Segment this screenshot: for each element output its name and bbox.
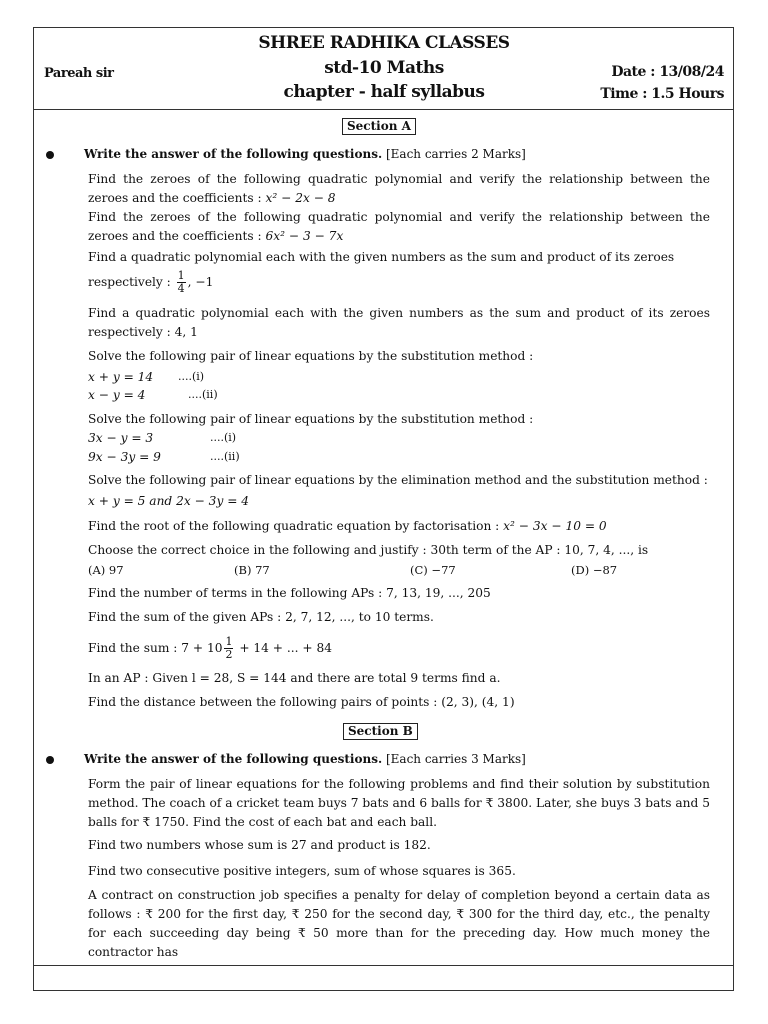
question-a13: In an AP : Given l = 28, S = 144 and there are total 9 terms find a. xyxy=(88,671,501,685)
equation: 9x − 3y = 9 xyxy=(88,450,161,464)
question-b4: A contract on construction job specifies a penalty for delay of completion beyond a certain data as follows : ₹ 200 for the first day, ₹ 250 for the second day, ₹ 300 for the third day, etc., the penalty for each succeeding day being ₹ 50 more than for the preceding day. How much money the contractor has xyxy=(88,888,710,959)
equation: x + y = 5 and 2x − 3y = 4 xyxy=(88,494,250,508)
option-c: (C) −77 xyxy=(410,563,456,577)
question-a7: Solve the following pair of linear equations by the elimination method and the substitution method : xyxy=(88,473,708,487)
chapter-title: chapter - half syllabus xyxy=(283,82,485,102)
footer-divider xyxy=(33,965,734,966)
section-b-instruction: Write the answer of the following questions. [Each carries 3 Marks] xyxy=(84,752,526,766)
standard-subject: std-10 Maths xyxy=(324,58,444,78)
question-a12: Find the sum : 7 + 10 $\frac{1}{2}$ + 14 + ... + 84 xyxy=(88,635,332,661)
question-a3: Find a quadratic polynomial each with the given numbers as the sum and product of its zeroes xyxy=(88,250,675,264)
question-a6: Solve the following pair of linear equations by the substitution method : xyxy=(88,412,534,426)
question-a2: Find the zeroes of the following quadratic polynomial and verify the relationship between the zeroes and the coefficients : 6x² − 3 − 7x xyxy=(88,210,710,243)
fraction: $\frac{1}{2}$ xyxy=(225,635,233,661)
question-a3-answer: respectively : $\frac{1}{4}$ , −1 xyxy=(88,269,214,295)
question-a1: Find the zeroes of the following quadratic polynomial and verify the relationship between the zeroes and the coefficients : x² − 2x − 8 xyxy=(88,172,710,205)
question-a5: Solve the following pair of linear equations by the substitution method : xyxy=(88,349,534,363)
section-a-instruction: Write the answer of the following questions. [Each carries 2 Marks] xyxy=(84,147,526,161)
equation-tag: ....(ii) xyxy=(210,450,240,463)
option-a: (A) 97 xyxy=(88,563,124,577)
question-a14: Find the distance between the following pairs of points : (2, 3), (4, 1) xyxy=(88,695,515,709)
equation-tag: ....(i) xyxy=(210,431,237,444)
option-d: (D) −87 xyxy=(571,563,618,577)
teacher-name: Pareah sir xyxy=(44,66,114,81)
option-b: (B) 77 xyxy=(234,563,270,577)
question-b1: Form the pair of linear equations for the following problems and find their solution by substitution method. The coach of a cricket team buys 7 bats and 6 balls for ₹ 3800. Later, she buys 3 bats and 5 balls for ₹ 1750. Find the cost of each bat and each ball. xyxy=(88,777,710,829)
equation: 3x − y = 3 xyxy=(88,431,154,445)
question-a10: Find the number of terms in the following APs : 7, 13, 19, ..., 205 xyxy=(88,586,491,600)
bullet-icon xyxy=(46,756,54,764)
equation: x + y = 14 xyxy=(88,370,154,384)
question-b3: Find two consecutive positive integers, sum of whose squares is 365. xyxy=(88,864,516,878)
section-b-label: Section B xyxy=(343,723,418,740)
header-divider xyxy=(33,109,734,110)
equation-tag: ....(i) xyxy=(178,370,205,383)
institute-title: SHREE RADHIKA CLASSES xyxy=(258,33,510,53)
section-a-label: Section A xyxy=(342,118,416,135)
question-b2: Find two numbers whose sum is 27 and product is 182. xyxy=(88,838,431,852)
exam-date: Date : 13/08/24 xyxy=(611,64,724,80)
exam-time: Time : 1.5 Hours xyxy=(600,86,724,102)
question-a4: Find a quadratic polynomial each with the given numbers as the sum and product of its zeroes respectively : 4, 1 xyxy=(88,306,710,339)
question-a11: Find the sum of the given APs : 2, 7, 12, ..., to 10 terms. xyxy=(88,610,434,624)
question-a8: Find the root of the following quadratic equation by factorisation : x² − 3x − 10 = 0 xyxy=(88,519,607,533)
fraction: $\frac{1}{4}$ xyxy=(177,269,185,295)
question-a9: Choose the correct choice in the following and justify : 30th term of the AP : 10, 7, 4, ..., is xyxy=(88,543,649,557)
bullet-icon xyxy=(46,151,54,159)
equation-tag: ....(ii) xyxy=(188,388,218,401)
equation: x − y = 4 xyxy=(88,388,146,402)
